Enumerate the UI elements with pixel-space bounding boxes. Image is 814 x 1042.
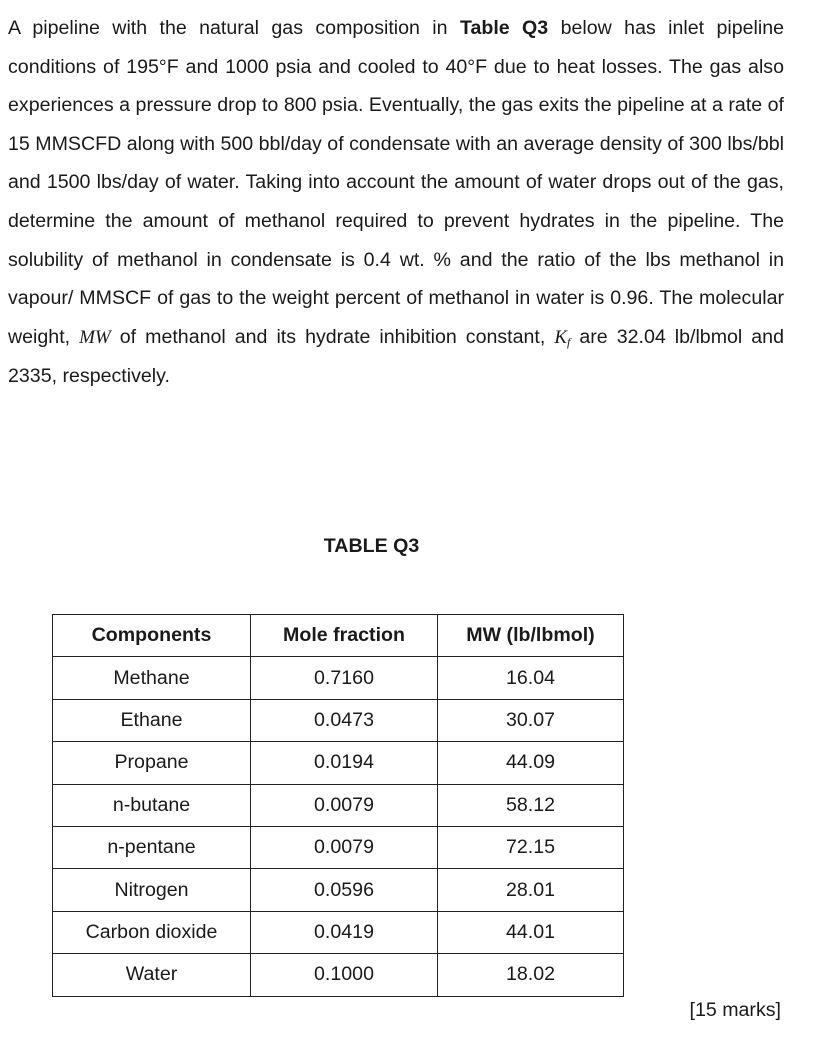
table-row (53, 699, 624, 741)
cell-mole-fraction: 0.7160 (251, 657, 438, 699)
cell-mole-fraction: 0.1000 (251, 954, 438, 996)
cell-mw: 72.15 (438, 826, 624, 868)
header-mole-fraction: Mole fraction (251, 615, 438, 657)
cell-component: Ethane (53, 699, 251, 741)
cell-mole-fraction: 0.0079 (251, 784, 438, 826)
marks-label: [15 marks] (689, 999, 781, 1021)
cell-mw: 44.01 (438, 911, 624, 953)
question-body: below has inlet pipeline conditions of 195°F and 1000 psia and cooled to 40°F due to heat losses. The gas also experiences a pressure drop to 800 psia. Eventually, the gas exits the pipeline at a rate of 15 MMSCFD along with 500 bbl/day of condensate with an average density of 300 lbs/bbl and 1500 lbs/day of water. Taking into account the amount of water drops out of the gas, determine the amount of methanol required to prevent hydrates in the pipeline. The solubility of methanol in condensate is 0.4 wt. % and the ratio of the lbs methanol in vapour/ MMSCF of gas to the weight percent of methanol in water is 0.96. The molecular weight, (8, 17, 785, 348)
mw-symbol: MW (79, 326, 111, 348)
cell-mole-fraction: 0.0194 (251, 742, 438, 784)
cell-mole-fraction: 0.0079 (251, 826, 438, 868)
cell-component: n-pentane (53, 826, 251, 868)
cell-component: Water (53, 954, 251, 996)
cell-mw: 58.12 (438, 784, 624, 826)
cell-mw: 16.04 (438, 657, 624, 699)
header-components: Components (53, 615, 251, 657)
table-row (53, 826, 624, 868)
question-intro: A pipeline with the natural gas composition in (8, 17, 448, 39)
table-caption-text: TABLE Q3 (323, 535, 420, 557)
kf-symbol (554, 327, 570, 348)
kf-symbol-subscript: f (567, 334, 571, 349)
cell-component: Carbon dioxide (53, 911, 251, 953)
cell-mw: 18.02 (438, 954, 624, 996)
table-row (53, 657, 624, 699)
cell-mw: 28.01 (438, 869, 624, 911)
cell-mole-fraction: 0.0596 (251, 869, 438, 911)
cell-mole-fraction: 0.0419 (251, 911, 438, 953)
cell-mw: 30.07 (438, 699, 624, 741)
cell-component: Nitrogen (53, 869, 251, 911)
composition-table (52, 614, 624, 997)
question-ending: are 32.04 lb/lbmol and 2335, respectively. (8, 325, 784, 388)
kf-symbol-letter: K (554, 326, 568, 348)
cell-component: Propane (53, 742, 251, 784)
cell-component: n-butane (53, 784, 251, 826)
table-reference: Table Q3 (459, 17, 549, 39)
table-row (53, 784, 624, 826)
cell-component: Methane (53, 657, 251, 699)
table-row (53, 911, 624, 953)
cell-mole-fraction: 0.0473 (251, 699, 438, 741)
table-row (53, 742, 624, 784)
table-caption (0, 535, 814, 558)
cell-mw: 44.09 (438, 742, 624, 784)
header-mw: MW (lb/lbmol) (438, 615, 624, 657)
question-text (8, 9, 784, 396)
table-row (53, 954, 624, 996)
table-row (53, 869, 624, 911)
question-continuation: of methanol and its hydrate inhibition constant, (119, 325, 546, 348)
table-header-row (53, 615, 624, 657)
